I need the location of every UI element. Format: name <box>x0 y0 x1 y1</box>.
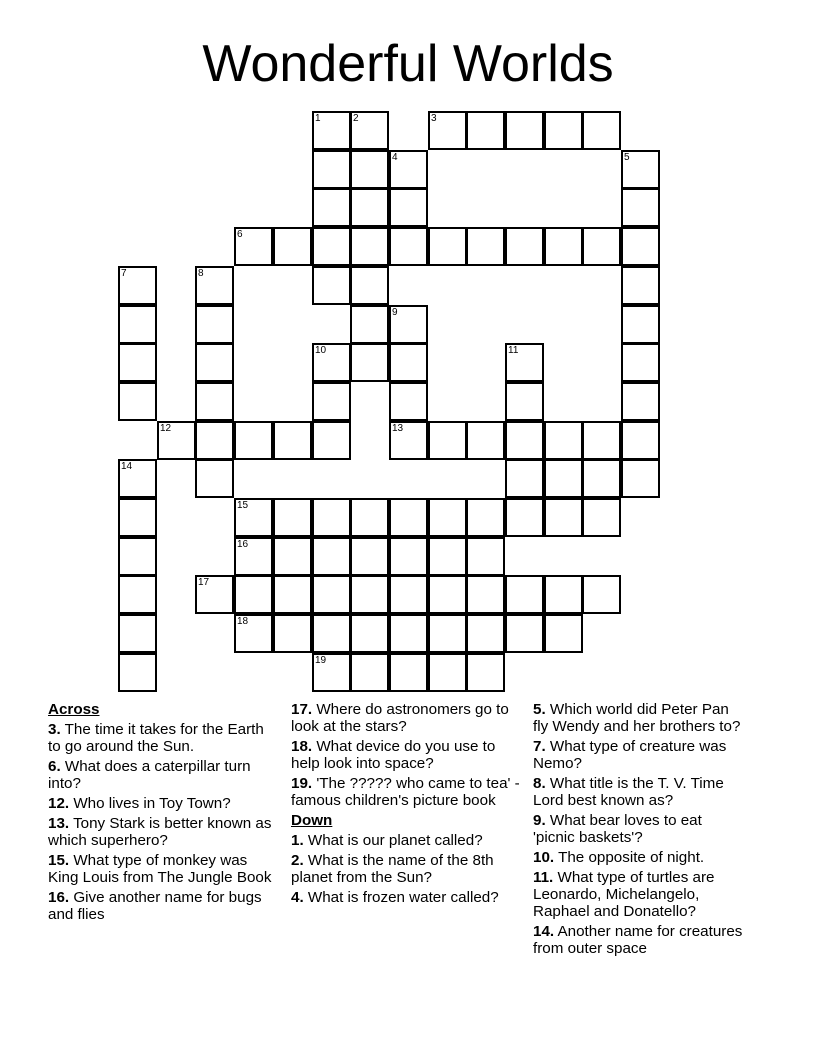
grid-cell[interactable] <box>505 343 544 382</box>
grid-cell[interactable] <box>621 343 660 382</box>
grid-cell[interactable] <box>312 537 351 576</box>
clue-item <box>291 775 525 809</box>
clue-item-number: 11. <box>533 869 554 886</box>
clue-item-number: 8. <box>533 775 546 792</box>
grid-cell[interactable] <box>505 459 544 498</box>
down-clue-list-continued <box>533 701 743 957</box>
grid-cell[interactable] <box>118 614 157 653</box>
clue-number: 4 <box>392 152 398 163</box>
grid-cell[interactable] <box>428 575 467 614</box>
grid-cell[interactable] <box>544 614 583 653</box>
grid-cell[interactable] <box>505 227 544 266</box>
grid-cell[interactable] <box>582 498 621 537</box>
grid-cell[interactable] <box>118 537 157 576</box>
grid-cell[interactable] <box>428 537 467 576</box>
clue-number: 2 <box>353 113 359 124</box>
grid-cell[interactable] <box>621 305 660 344</box>
grid-cell[interactable] <box>428 111 467 150</box>
grid-cell[interactable] <box>582 111 621 150</box>
grid-cell[interactable] <box>195 382 234 421</box>
clue-number: 17 <box>198 577 210 588</box>
clue-item <box>533 701 743 735</box>
clue-item-text: Which world did Peter Pan fly Wendy and her brothers to? <box>533 701 741 735</box>
clue-number: 12 <box>160 423 172 434</box>
clue-item-number: 15. <box>48 852 70 869</box>
grid-cell[interactable] <box>195 343 234 382</box>
grid-cell[interactable] <box>544 459 583 498</box>
grid-cell[interactable] <box>312 111 351 150</box>
clue-item-text: What is the name of the 8th planet from the Sun? <box>291 852 494 886</box>
grid-cell[interactable] <box>389 537 428 576</box>
grid-cell[interactable] <box>118 653 157 692</box>
grid-cell[interactable] <box>350 653 389 692</box>
clue-item <box>533 812 743 846</box>
grid-cell[interactable] <box>312 150 351 189</box>
grid-cell[interactable] <box>234 227 273 266</box>
grid-cell[interactable] <box>350 498 389 537</box>
grid-cell[interactable] <box>118 343 157 382</box>
grid-cell[interactable] <box>273 498 312 537</box>
clue-number: 6 <box>237 229 243 240</box>
grid-cell[interactable] <box>118 305 157 344</box>
clue-item <box>533 869 743 920</box>
clue-item-text: What type of creature was Nemo? <box>533 738 727 772</box>
clue-item <box>48 852 276 886</box>
grid-cell[interactable] <box>273 575 312 614</box>
grid-cell[interactable] <box>195 305 234 344</box>
clue-item-number: 10. <box>533 849 555 866</box>
grid-cell[interactable] <box>582 459 621 498</box>
clue-number: 13 <box>392 423 404 434</box>
grid-cell[interactable] <box>466 575 505 614</box>
grid-cell[interactable] <box>350 111 389 150</box>
clue-number: 18 <box>237 616 249 627</box>
grid-cell[interactable] <box>312 188 351 227</box>
clue-item-text: What is frozen water called? <box>303 889 499 906</box>
grid-cell[interactable] <box>428 653 467 692</box>
grid-cell[interactable] <box>621 227 660 266</box>
down-heading: Down <box>291 812 333 829</box>
grid-cell[interactable] <box>389 421 428 460</box>
clue-item <box>533 849 743 866</box>
grid-cell[interactable] <box>466 498 505 537</box>
clue-item-text: What does a caterpillar turn into? <box>48 758 251 792</box>
clue-item <box>291 889 525 906</box>
clue-number: 11 <box>508 345 519 356</box>
grid-cell[interactable] <box>273 537 312 576</box>
grid-cell[interactable] <box>505 614 544 653</box>
clue-number: 5 <box>624 152 630 163</box>
grid-cell[interactable] <box>466 653 505 692</box>
grid-cell[interactable] <box>466 537 505 576</box>
grid-cell[interactable] <box>312 382 351 421</box>
clue-item-number: 3. <box>48 721 61 738</box>
clue-number: 3 <box>431 113 437 124</box>
grid-cell[interactable] <box>389 188 428 227</box>
grid-cell[interactable] <box>621 188 660 227</box>
clue-item-number: 16. <box>48 889 70 906</box>
grid-cell[interactable] <box>544 498 583 537</box>
clue-item-text: Where do astronomers go to look at the stars? <box>291 701 509 735</box>
clue-item-number: 7. <box>533 738 546 755</box>
grid-cell[interactable] <box>350 150 389 189</box>
grid-cell[interactable] <box>544 111 583 150</box>
clue-item <box>48 721 276 755</box>
grid-cell[interactable] <box>544 575 583 614</box>
clue-item-number: 6. <box>48 758 61 775</box>
grid-cell[interactable] <box>621 150 660 189</box>
clue-item-number: 4. <box>291 889 304 906</box>
grid-cell[interactable] <box>350 188 389 227</box>
clues-column-3 <box>533 701 743 960</box>
grid-cell[interactable] <box>234 575 273 614</box>
clue-item-text: What device do you use to help look into space? <box>291 738 496 772</box>
clue-number: 19 <box>315 655 327 666</box>
puzzle-title: Wonderful Worlds <box>202 35 614 93</box>
grid-cell[interactable] <box>389 343 428 382</box>
grid-cell[interactable] <box>389 498 428 537</box>
clue-item-text: What title is the T. V. Time Lord best known as? <box>533 775 724 809</box>
grid-cell[interactable] <box>312 343 351 382</box>
clue-item-number: 5. <box>533 701 546 718</box>
clue-item-text: The opposite of night. <box>554 849 705 866</box>
grid-cell[interactable] <box>466 111 505 150</box>
clue-item-number: 1. <box>291 832 304 849</box>
clue-item-number: 12. <box>48 795 70 812</box>
grid-cell[interactable] <box>350 305 389 344</box>
grid-cell[interactable] <box>582 575 621 614</box>
clue-item <box>533 923 743 957</box>
clue-item <box>48 795 276 812</box>
grid-cell[interactable] <box>621 382 660 421</box>
across-heading: Across <box>48 701 100 718</box>
clue-item <box>48 889 276 923</box>
clue-item-text: What bear loves to eat 'picnic baskets'? <box>533 812 702 846</box>
grid-cell[interactable] <box>389 305 428 344</box>
grid-cell[interactable] <box>428 421 467 460</box>
grid-cell[interactable] <box>621 421 660 460</box>
grid-cell[interactable] <box>234 614 273 653</box>
grid-cell[interactable] <box>505 111 544 150</box>
grid-cell[interactable] <box>350 343 389 382</box>
clues-column-2 <box>291 701 525 909</box>
clue-item-text: 'The ????? who came to tea' - famous children's picture book <box>291 775 520 809</box>
grid-cell[interactable] <box>312 653 351 692</box>
across-clue-list <box>48 721 276 923</box>
clue-number: 1 <box>315 113 321 124</box>
grid-cell[interactable] <box>544 421 583 460</box>
grid-cell[interactable] <box>312 421 351 460</box>
clue-item <box>291 852 525 886</box>
grid-cell[interactable] <box>157 421 196 460</box>
grid-cell[interactable] <box>312 266 351 305</box>
grid-cell[interactable] <box>389 653 428 692</box>
clue-item-text: What is our planet called? <box>303 832 483 849</box>
grid-cell[interactable] <box>350 266 389 305</box>
clue-number: 7 <box>121 268 127 279</box>
clue-item <box>291 738 525 772</box>
grid-cell[interactable] <box>466 227 505 266</box>
clue-item <box>48 758 276 792</box>
clue-item <box>291 832 525 849</box>
down-clue-list <box>291 832 525 906</box>
clue-item-text: Tony Stark is better known as which superhero? <box>48 815 272 849</box>
grid-cell[interactable] <box>466 421 505 460</box>
grid-cell[interactable] <box>350 575 389 614</box>
grid-cell[interactable] <box>505 421 544 460</box>
grid-cell[interactable] <box>350 537 389 576</box>
clue-item-number: 18. <box>291 738 313 755</box>
grid-cell[interactable] <box>389 382 428 421</box>
grid-cell[interactable] <box>350 227 389 266</box>
clue-item-number: 13. <box>48 815 70 832</box>
across-clue-list-continued <box>291 701 525 809</box>
grid-cell[interactable] <box>312 498 351 537</box>
clue-item-text: Another name for creatures from outer space <box>533 923 743 957</box>
grid-cell[interactable] <box>466 614 505 653</box>
clues-column-1 <box>48 701 276 926</box>
grid-cell[interactable] <box>582 227 621 266</box>
grid-cell[interactable] <box>118 575 157 614</box>
clue-item-text: What type of monkey was King Louis from The Jungle Book <box>48 852 272 886</box>
clue-item-text: Give another name for bugs and flies <box>48 889 262 923</box>
clue-item <box>533 775 743 809</box>
grid-cell[interactable] <box>273 614 312 653</box>
grid-cell[interactable] <box>621 459 660 498</box>
grid-cell[interactable] <box>389 614 428 653</box>
clue-item <box>533 738 743 772</box>
grid-cell[interactable] <box>350 614 389 653</box>
grid-cell[interactable] <box>234 537 273 576</box>
grid-cell[interactable] <box>312 614 351 653</box>
clue-item <box>291 701 525 735</box>
grid-cell[interactable] <box>312 227 351 266</box>
grid-cell[interactable] <box>621 266 660 305</box>
grid-cell[interactable] <box>428 614 467 653</box>
grid-cell[interactable] <box>544 227 583 266</box>
grid-cell[interactable] <box>505 382 544 421</box>
grid-cell[interactable] <box>195 266 234 305</box>
grid-cell[interactable] <box>312 575 351 614</box>
grid-cell[interactable] <box>118 266 157 305</box>
clue-number: 14 <box>121 461 133 472</box>
clue-number: 16 <box>237 539 249 550</box>
grid-cell[interactable] <box>582 421 621 460</box>
grid-cell[interactable] <box>118 382 157 421</box>
grid-cell[interactable] <box>195 459 234 498</box>
grid-cell[interactable] <box>428 227 467 266</box>
grid-cell[interactable] <box>505 575 544 614</box>
clue-number: 9 <box>392 307 398 318</box>
clue-item-text: What type of turtles are Leonardo, Michelangelo, Raphael and Donatello? <box>533 869 715 920</box>
clue-item-number: 17. <box>291 701 313 718</box>
grid-cell[interactable] <box>234 498 273 537</box>
clue-number: 10 <box>315 345 327 356</box>
grid-cell[interactable] <box>234 421 273 460</box>
grid-cell[interactable] <box>505 498 544 537</box>
grid-cell[interactable] <box>118 459 157 498</box>
clue-number: 15 <box>237 500 249 511</box>
grid-cell[interactable] <box>428 498 467 537</box>
clue-item-number: 9. <box>533 812 546 829</box>
grid-cell[interactable] <box>195 421 234 460</box>
clue-item-text: Who lives in Toy Town? <box>69 795 231 812</box>
clue-item-number: 2. <box>291 852 304 869</box>
grid-cell[interactable] <box>195 575 234 614</box>
grid-cell[interactable] <box>273 227 312 266</box>
clue-item-number: 14. <box>533 923 555 940</box>
clue-item-number: 19. <box>291 775 313 792</box>
clue-item <box>48 815 276 849</box>
grid-cell[interactable] <box>273 421 312 460</box>
grid-cell[interactable] <box>389 227 428 266</box>
grid-cell[interactable] <box>389 150 428 189</box>
grid-cell[interactable] <box>389 575 428 614</box>
clue-number: 8 <box>198 268 204 279</box>
grid-cell[interactable] <box>118 498 157 537</box>
clue-item-text: The time it takes for the Earth to go around the Sun. <box>48 721 264 755</box>
